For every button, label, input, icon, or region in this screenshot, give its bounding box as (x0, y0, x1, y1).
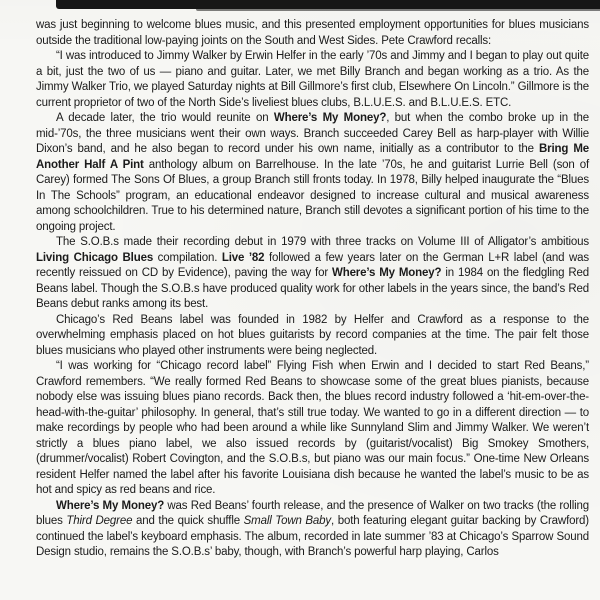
bold-title-run: Live ’82 (221, 251, 265, 264)
italic-title-run: Small Town Baby (243, 515, 332, 527)
liner-notes-text (36, 18, 589, 561)
paragraph: “I was working for “Chicago record label” Flying Fish when Erwin and I decided to start Red Beans,” Crawford remembers. “We really formed Red Beans to showcase some of the great blues pianists, because nobody else was issuing blues piano records. Back then, the blues record industry followed a ‘hit-em-over-the-head-with-the-guitar’ philosophy. In general, that’s still true today. We wanted to go in a different direction — to make recordings by people who had been around a while like Sunnyland Slim and Jimmy Walker. We weren’t strictly a blues piano label, we also issued records by (guitarist/vocalist) Big Smokey Smothers, (drummer/vocalist) Robert Covington, and the S.O.B.s, but piano was our main focus.” One-time New Orleans resident Helfer named the label after his favorite Louisiana dish because he wanted the label’s music to be as hot and spicy as red beans and rice. (36, 360, 589, 496)
bold-title-run: Where’s My Money? (331, 267, 442, 279)
paragraph: “I was introduced to Jimmy Walker by Erwin Helfer in the early ’70s and Jimmy and I began to play out quite a bit, just the two of us — piano and guitar. Later, we met Billy Branch and began working as a trio. As the Jimmy Walker Trio, we played Saturday nights at Bill Gillmore’s first club, Elsewhere On Lincoln.” Gillmore is the current proprietor of two of the North Side’s liveliest blues clubs, B.L.U.E.S. and B.L.U.E.S. ETC. (36, 50, 589, 109)
paragraph: A decade later, the trio would reunite on Where’s My Money?, but when the combo broke up in the mid-’70s, the three musicians went their own ways. Branch succeeded Carey Bell as harp-player with Willie Dixon’s band, and he also began to record under his own name, initially as a contributor to the Bring Me Another Half A Pint anthology album on Barrelhouse. In the late ’70s, he and guitarist Lurrie Bell (son of Carey) formed The Sons Of Blues, a group Branch still fronts today. In 1978, Billy helped inaugurate the “Blues In The Schools” program, an educational endeavor designed to increase cultural and musical awareness among schoolchildren. True to his determined nature, Branch still devotes a significant portion of his time to the ongoing project. (36, 112, 590, 233)
scanner-edge-artifact (56, 0, 600, 9)
bold-title-run: Bring Me Another Half A Pint (36, 143, 590, 171)
paragraph: was just beginning to welcome blues music, and this presented employment opportunities for blues musicians outside the traditional low-paying joints on the South and West Sides. Pete Crawford recalls: (36, 19, 589, 47)
bold-title-run: Living Chicago Blues (36, 251, 154, 264)
italic-title-run: Third Degree (66, 515, 133, 527)
paragraph: Chicago’s Red Beans label was founded in 1982 by Helfer and Crawford as a response to the overwhelming emphasis placed on hot blues guitarists by record companies at the time. The pair felt those blues musicians who played other instruments were being neglected. (36, 313, 589, 357)
paragraph: Where’s My Money? was Red Beans’ fourth release, and the presence of Walker on two tracks (the rolling blues Third Degree and the quick shuffle Small Town Baby, both featuring elegant guitar backing by Crawford) continued the label’s keyboard emphasis. The album, recorded in late summer ’83 at Chicago’s Sparrow Sound Design studio, remains the S.O.B.s’ baby, though, with Branch’s powerful harp playing, Carlos (36, 499, 590, 558)
paragraph: The S.O.B.s made their recording debut in 1979 with three tracks on Volume III of Alligator’s ambitious Living Chicago Blues compilation. Live ’82 followed a few years later on the German L+R label (and was recently reissued on CD by Evidence), paving the way for Where’s My Money? in 1984 on the fledgling Red Beans label. Though the S.O.B.s have produced quality work for other labels in the years since, the band’s Red Beans debut ranks among its best. (36, 236, 589, 310)
bold-title-run: Where’s My Money? (56, 499, 165, 512)
bold-title-run: Where’s My Money? (273, 112, 387, 124)
